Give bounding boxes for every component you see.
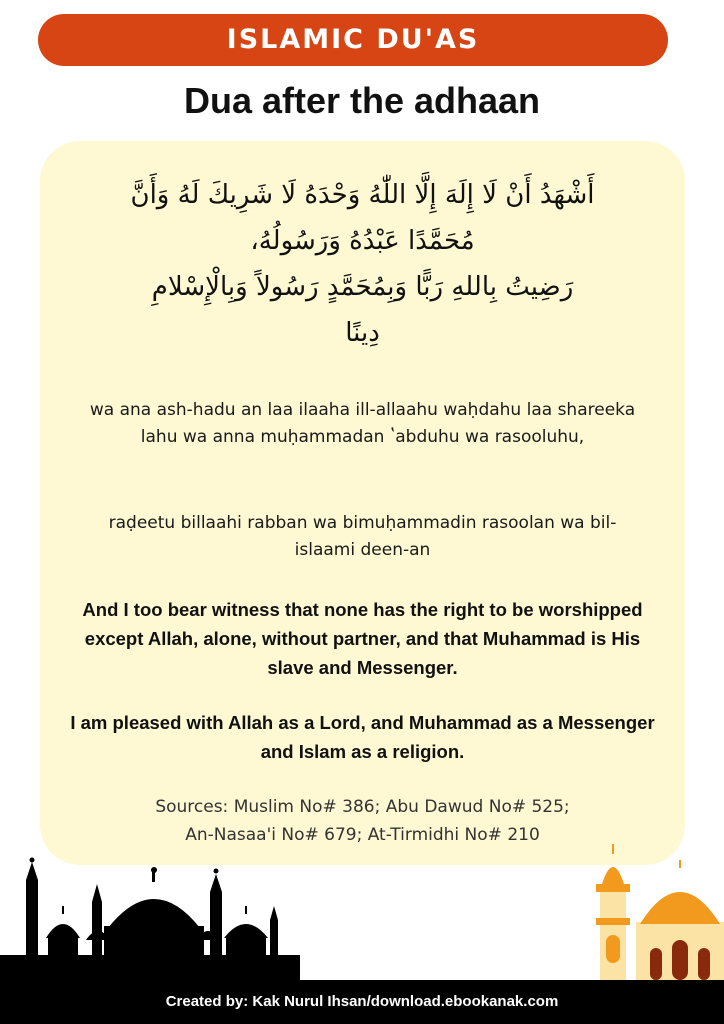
arabic-text	[60, 172, 665, 356]
mosque-dome-minaret-icon	[596, 844, 724, 990]
transliteration-paragraph-1: wa ana ash-hadu an laa ilaaha ill-allaahu waḥdahu laa shareeka lahu wa anna muḥammadan ʽabduhu wa rasooluhu,	[89, 400, 636, 447]
transliteration-paragraph-2: raḍeetu billaahi rabban wa bimuḥammadin rasoolan wa bil-islaami deen-an	[108, 513, 617, 560]
header-banner: ISLAMIC DU'AS	[38, 14, 668, 66]
mosque-silhouette-icon	[0, 858, 300, 991]
sources-line-1: Sources: Muslim No# 386; Abu Dawud No# 525;	[155, 797, 570, 817]
translation-paragraph-2: I am pleased with Allah as a Lord, and Muhammad as a Messenger and Islam as a religion.	[70, 712, 655, 762]
sources-line-2: An-Nasaa'i No# 679; At-Tirmidhi No# 210	[185, 825, 540, 845]
arabic-line: مُحَمَّدًا عَبْدُهُ وَرَسُولُهُ،	[250, 226, 475, 256]
translation-paragraph-1: And I too bear witness that none has the right to be worshipped except Allah, alone, without partner, and that Muhammad is His slave and Messenger.	[82, 599, 643, 678]
footer-credit: Created by: Kak Nurul Ihsan/download.ebookanak.com	[0, 980, 724, 1024]
arabic-line: أَشْهَدُ أَنْ لَا إِلَهَ إِلَّا اللّٰهُ وَحْدَهُ لَا شَرِيكَ لَهُ وَأَنَّ	[130, 180, 595, 210]
arabic-line: رَضِيتُ بِاللهِ رَبًّا وَبِمُحَمَّدٍ رَسُولاً وَبِالْإِسْلامِ	[151, 272, 574, 302]
page-title: Dua after the adhaan	[183, 80, 541, 121]
arabic-line: دِينًا	[345, 318, 380, 348]
mosque-scene	[0, 840, 724, 990]
